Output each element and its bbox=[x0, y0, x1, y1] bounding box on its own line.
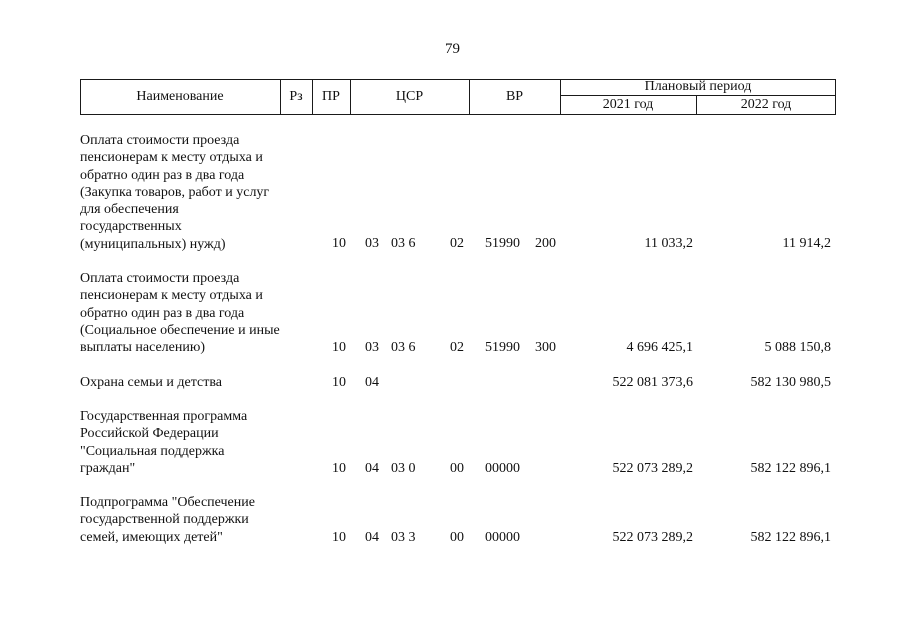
cell-csr-subprogram: 00 bbox=[450, 530, 464, 545]
cell-csr-program: 03 6 bbox=[391, 236, 416, 251]
table-row bbox=[80, 270, 836, 358]
cell-pr: 03 bbox=[365, 236, 379, 251]
header-rz: Рз bbox=[289, 89, 303, 104]
cell-pr: 04 bbox=[365, 375, 379, 390]
table-row bbox=[80, 494, 836, 548]
divider-period-years bbox=[560, 95, 836, 96]
row-name: Подпрограмма "Обеспечение государственной поддержки семей, имеющих детей" bbox=[80, 495, 255, 545]
header-name: Наименование bbox=[136, 89, 224, 104]
cell-2022: 582 122 896,1 bbox=[750, 530, 831, 545]
cell-vr: 200 bbox=[535, 236, 556, 251]
header-csr: ЦСР bbox=[395, 89, 424, 104]
cell-rz: 10 bbox=[332, 340, 346, 355]
cell-vr: 300 bbox=[535, 340, 556, 355]
row-name: Оплата стоимости проезда пенсионерам к месту отдыха и обратно один раз в два года (Социальное обеспечение и иные выплаты населению) bbox=[80, 271, 280, 356]
cell-csr-subprogram: 02 bbox=[450, 236, 464, 251]
cell-2022: 582 122 896,1 bbox=[750, 461, 831, 476]
table-row bbox=[80, 132, 836, 254]
cell-2022: 5 088 150,8 bbox=[764, 340, 831, 355]
row-name: Государственная программа Российской Федерации "Социальная поддержка граждан" bbox=[80, 409, 248, 476]
cell-rz: 10 bbox=[332, 236, 346, 251]
cell-csr-program: 03 0 bbox=[391, 461, 416, 476]
cell-csr-direction: 00000 bbox=[485, 461, 520, 476]
header-year-2022: 2022 год bbox=[740, 97, 792, 112]
cell-2021: 522 073 289,2 bbox=[612, 461, 693, 476]
cell-csr-program: 03 6 bbox=[391, 340, 416, 355]
header-bottom-border bbox=[80, 114, 836, 115]
table-row bbox=[80, 374, 836, 394]
table-row bbox=[80, 408, 836, 478]
page-number: 79 bbox=[445, 41, 460, 57]
cell-2021: 11 033,2 bbox=[644, 236, 693, 251]
cell-csr-direction: 51990 bbox=[485, 340, 520, 355]
cell-2022: 582 130 980,5 bbox=[750, 375, 831, 390]
header-vr: ВР bbox=[505, 89, 524, 104]
cell-2021: 522 073 289,2 bbox=[612, 530, 693, 545]
cell-csr-direction: 51990 bbox=[485, 236, 520, 251]
cell-rz: 10 bbox=[332, 375, 346, 390]
header-pr: ПР bbox=[322, 89, 340, 104]
cell-csr-direction: 00000 bbox=[485, 530, 520, 545]
row-name: Оплата стоимости проезда пенсионерам к месту отдыха и обратно один раз в два года (Закупка товаров, работ и услуг для обеспечения государственных (муниципальных) нужд) bbox=[80, 133, 270, 252]
cell-2021: 4 696 425,1 bbox=[626, 340, 693, 355]
table-header bbox=[80, 79, 836, 115]
cell-rz: 10 bbox=[332, 530, 346, 545]
cell-csr-subprogram: 02 bbox=[450, 340, 464, 355]
cell-2021: 522 081 373,6 bbox=[612, 375, 693, 390]
cell-csr-program: 03 3 bbox=[391, 530, 416, 545]
header-year-2021: 2021 год bbox=[602, 97, 654, 112]
cell-2022: 11 914,2 bbox=[782, 236, 831, 251]
cell-csr-subprogram: 00 bbox=[450, 461, 464, 476]
row-name: Охрана семьи и детства bbox=[80, 375, 222, 390]
cell-pr: 04 bbox=[365, 530, 379, 545]
cell-pr: 04 bbox=[365, 461, 379, 476]
header-planned-period: Плановый период bbox=[644, 79, 752, 94]
cell-pr: 03 bbox=[365, 340, 379, 355]
cell-rz: 10 bbox=[332, 461, 346, 476]
